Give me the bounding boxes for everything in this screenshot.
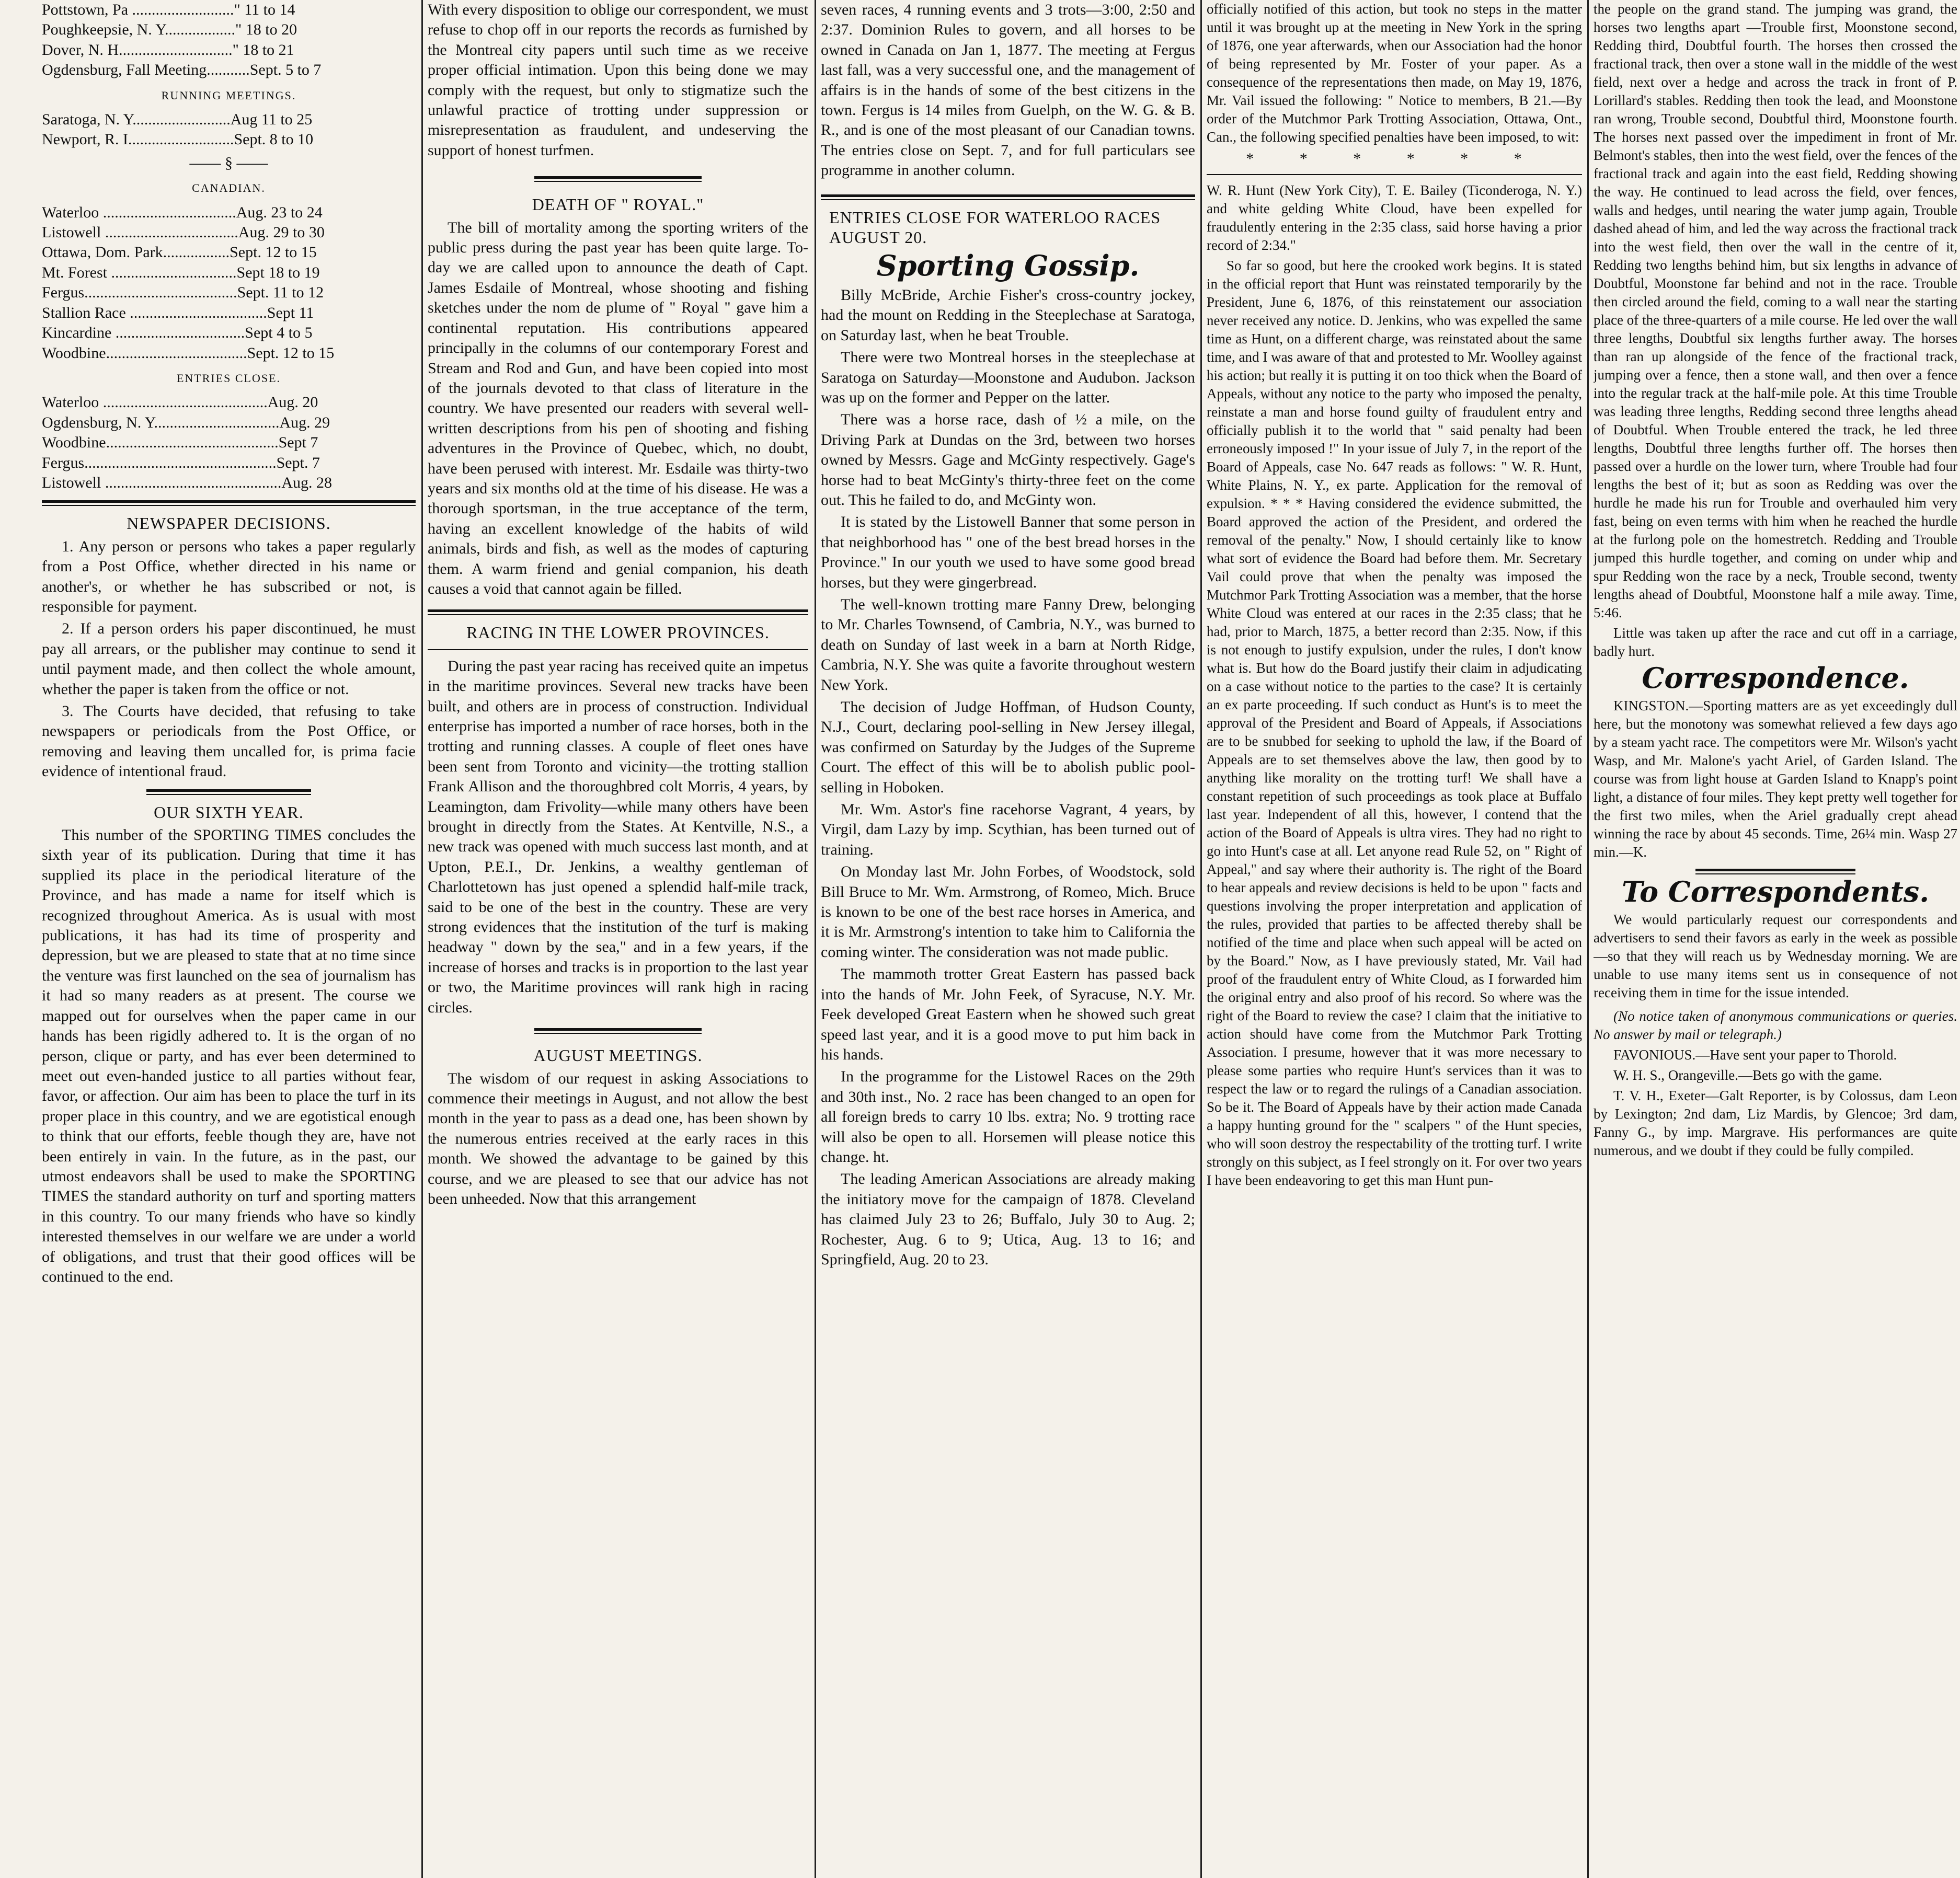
gossip-paragraph: There was a horse race, dash of ½ a mile, on the Driving Park at Dundas on the 3rd, between two horses owned by Messrs. Gage and McGinty respectively. Gage's horse had to beat McGinty's thirty-three feet on the come out. This he failed to do, and McGinty won. [821,411,1195,509]
death-of-royal-paragraph: The bill of mortality among the sporting writers of the public press during the past year has been quite large. To-day we are called upon to announce the death of Capt. James Esdaile of Montreal, whose shooting and fishing sketches under the nom de plume of " Royal " gave him a continental reputation. His contributions appeared principally in the columns of our contemporary Forest and Stream and Rod and Gun, and have been copied into most of the journals devoted to that class of literature in the country. We have presented our readers with several well-written descriptions from his pen of shooting and fishing adventures in the Province of Quebec, which, no doubt, have been perused with interest. Mr. Esdaile was thirty-two years and six months old at the time of his disease. He was a thorough sportsman, in the true acceptance of the term, having an excellent knowledge of the habits of wild animals, birds and fish, as well as the modes of capturing them. A warm friend and genial companion, his death causes a void that cannot again be filled. [428,218,808,597]
double-rule [1695,869,1855,874]
racing-paragraph: During the past year racing has received quite an impetus in the maritime provinces. Several new tracks have been built, and others are in process of construction. Individual enterprise has imported a number of race horses, both in the trotting and running classes. A couple of fleet ones have been sent from Toronto and vicinity—the trotting stallion Frank Allison and the thoroughbred colt Morris, 4 years, by Leamington, dam Frivolity—while many others have been brought in directly from the States. At Kentville, N.S., a new track was opened with much success last month, and at Upton, P.E.I., Dr. Jenkins, a wealthy gentleman of Charlottetown has just opened a splendid half-mile track, said to be one of the best in the country. These are very strong evidences that the institution of the turf is making headway " down by the sea," and in a few years, if the increase of horses and tracks is in proportion to the last year or two, the Maritime provinces will rank high in racing circles. [428,657,808,1016]
entries-close-list [42,393,416,493]
gossip-paragraph: In the programme for the Listowel Races on the 29th and 30th inst., No. 2 race has been changed to an open for all foreign breds to carry 10 lbs. extra; No. 9 trotting race will also be open to all. Horsemen will please notice this change. ht. [821,1068,1195,1166]
running-meetings-list [42,110,416,150]
column-rule [421,0,423,1878]
meeting-line: Fergus.......................................Sept. 11 to 12 [42,284,324,302]
meeting-line: Stallion Race ...................................Sept 11 [42,304,314,321]
column-5 [1594,0,1957,1878]
newspaper-decisions-heading: NEWSPAPER DECISIONS. [127,514,331,533]
sixth-year-paragraph: This number of the SPORTING TIMES concludes the sixth year of its publication. During that time it has supplied its place in the periodical literature of the Province, and has made a name for itself which is recognized throughout America. As is usual with most publications, it has had its time of prosperity and depression, but we are pleased to state that at no time since the venture was first launched on the sea of journalism has it had so many readers as at present. The course we mapped out for ourselves when the paper came in our hands has been rigidly adhered to. It is the organ of no person, clique or party, and has ever been determined to meet out even-handed justice to all parties without fear, favor, or affection. Our aim has been to place the turf in its proper place in this country, and we are egotistical enough to think that our efforts, feeble though they are, have not been entirely in vain. In the future, as in the past, our utmost endeavors shall be used to make the SPORTING TIMES the standard authority on turf and sporting matters in this country. To our many friends who have so kindly interested themselves in our welfare we are under a world of obligations, and trust that their good offices will be continued to the end. [42,826,416,1285]
separator-ornament: —— § —— [189,154,268,171]
meeting-line: Kincardine .................................Sept 4 to 5 [42,324,313,342]
gossip-paragraph: The leading American Associations are already making the initiatory move for the campaign of 1878. Cleveland has claimed July 23 to 26; Buffalo, July 30 to Aug. 2; Rochester, Aug. 6 to 9; Utica, Aug. 13 to 16; and Springfield, Aug. 20 to 23. [821,1170,1195,1268]
gossip-paragraph: The decision of Judge Hoffman, of Hudson County, N.J., Court, declaring pool-selling in New Jersey illegal, was confirmed on Saturday by the Judges of the Supreme Court. The effect of this will be to abolish public pool-selling in Hoboken. [821,698,1195,796]
gossip-paragraph: It is stated by the Listowell Banner that some person in that neighborhood has " one of the best bread horses in the Province." In our youth we used to have some good bread horses, but they were gingerbread. [821,513,1195,591]
column-1 [42,0,416,1878]
column-rule [815,0,816,1878]
gossip-paragraph: The mammoth trotter Great Eastern has passed back into the hands of Mr. John Feek, of Syracuse, N.Y. Mr. Feek developed Great Eastern when he showed such great speed last year, and it is a good move to put him back in his hands. [821,965,1195,1063]
gossip-paragraph: Mr. Wm. Astor's fine racehorse Vagrant, 4 years, by Virgil, dam Lazy by imp. Scythian, has been turned out of training. [821,801,1195,858]
thin-rule [1207,174,1582,175]
entry-line: Waterloo ..........................................Aug. 20 [42,394,318,411]
gossip-paragraph: Billy McBride, Archie Fisher's cross-country jockey, had the mount on Redding in the Steeplechase at Saratoga, on Saturday last, when he beat Trouble. [821,286,1195,344]
gossip-paragraph: The well-known trotting mare Fanny Drew, belonging to Mr. Charles Townsend, of Cambria, N.Y., was burned to death on Sunday of last week in a barn at North Ridge, Cambria, N.Y. She was quite a favorite throughout western New York. [821,595,1195,694]
letter-body-paragraph: So far so good, but here the crooked work begins. It is stated in the official report that Hunt was reinstated temporarily by the President, June 6, 1876, of this reinstatement our association never received any notice. D. Jenkins, who was expelled the same time as Hunt, on a different charge, was reinstated about the same time, and I was aware of that and protested to Mr. Woolley against his action; but really it is putting it on too thick when the Board of Appeals, without any notice to the party who imposed the penalty, reinstate a man and horse found guilty of fraudulent entry and officially publish it to the world that " said penalty had been erroneously imposed !" In your issue of July 7, in the report of the Board of Appeals, case No. 647 reads as follows: " W. R. Hunt, White Plains, N. Y., ex parte. Application for the removal of expulsion. * * * Having considered the evidence submitted, the Board approved the action of the President, and ordered the removal of the penalty." Now, I should certainly like to know what sort of evidence the Board had before them. Mr. Secretary Vail could prove that when the penalty was imposed the Mutchmor Park Trotting Association was a member, that the horse White Cloud was entered at our races in the 2:35 class; that he had, prior to March, 1875, a better record than 2:35. Now, if this is not enough to justify expulsion, under the rules, I don't know what is. But how do the Board justify their claim in adjudicating on a case without notice to the parties to the case? It is certainly an ex parte proceeding. If such conduct as Hunt's is to meet the approval of the President and Board of Appeals, if Associations are to be snubbed for seeking to uphold the law, if the Board of Appeals are to set themselves above the law, then good by to anything like morality on the trotting turf! We shall have a constant repetition of such proceedings as took place at Buffalo last year. Independent of all this, however, I contend that the action of the Board of Appeals is ultra vires. They had no right to go into Hunt's case at all. Let anyone read Rule 52, on " Right of Appeal," and say where their authority is. The right of the Board to hear appeals and review decisions is held to be upon " facts and questions involving the proper interpretation and application of the rules, provided that parties to be affected thereby shall be notified of the time and place when such appeal will be acted on by the Board." Now, as I have previously stated, Mr. Vail had proof of the fraudulent entry of White Cloud, as I forwarded him the original entry and also proof of his record. So where was the right of the Board to review the case? I claim that the initiative to action should have come from the Mutchmor Park Trotting Association. I presume, however that it was more necessary to please some parties who require Hunt's services than it was to respect the law or to regard the rulings of a Canadian association. So be it. The Board of Appeals have by their action made Canada a happy hunting ground for the " scalpers " of the Hunt species, who will soon destroy the respectability of the trotting turf. I write strongly on this subject, as I feel strongly on it. For over two years I have been endeavoring to get this man Hunt pun- [1207,258,1582,1188]
august-meetings-paragraph: The wisdom of our request in asking Associations to commence their meetings in August, and not allow the best month in the year to pass as a dead one, has been shown by the numerous entries received at the early races in this month. We showed the advantage to be gained by this course, and we are pleased to see that our advice has not been unheeded. Now that this arrangement [428,1069,808,1207]
meeting-line: Saratoga, N. Y.........................Aug 11 to 25 [42,111,313,129]
reply-paragraph: FAVONIOUS.—Have sent your paper to Thorold. [1613,1047,1897,1063]
column-3 [821,0,1195,1878]
meeting-line: Woodbine....................................Sept. 12 to 15 [42,344,335,362]
entries-close-heading: ENTRIES CLOSE. [176,371,281,385]
double-rule [146,789,311,795]
racing-lower-provinces-heading: RACING IN THE LOWER PROVINCES. [466,623,770,642]
opening-paragraph: With every disposition to oblige our correspondent, we must refuse to chop off in our reports the records as furnished by the Montreal city papers until such time as we receive proper official intimation. Upon this being done we may comply with the request, but only to stigmatize such the unlawful practice of trotting under suppression or misrepresentation as fraudulent, and undeserving the support of honest turfmen. [428,1,808,159]
anonymous-notice: (No notice taken of anonymous communications or queries. No answer by mail or telegraph.) [1594,1008,1957,1042]
decision-paragraph: 1. Any person or persons who takes a paper regularly from a Post Office, whether directed in his name or another's, or whether he has subscribed or not, is responsible for payment. [42,537,416,615]
entry-line: Fergus.................................................Sept. 7 [42,454,320,471]
double-rule [42,500,416,506]
to-correspondents-heading: To Correspondents. [1621,875,1929,908]
gossip-paragraph: On Monday last Mr. John Forbes, of Woodstock, sold Bill Bruce to Mr. Wm. Armstrong, of Romeo, Mich. Bruce is known to be one of the best race horses in America, and it is Mr. Armstrong's intention to take him to California the coming winter. The consideration was not made public. [821,863,1195,961]
gossip-paragraph: There were two Montreal horses in the steeplechase at Saratoga on Saturday—Moonstone and Audubon. Jackson was up on the former and Pepper on the latter. [821,349,1195,406]
entry-line: Woodbine............................................Sept 7 [42,434,318,452]
meeting-line: Poughkeepsie, N. Y.................." 18 to 20 [42,21,297,39]
meeting-line: Dover, N. H............................." 18 to 21 [42,41,294,59]
double-rule [534,1028,702,1034]
sporting-gossip-heading: Sporting Gossip. [876,249,1140,283]
sixth-year-heading: OUR SIXTH YEAR. [154,802,304,822]
entry-line: Listowell .............................................Aug. 28 [42,474,332,491]
column-4 [1207,0,1582,1878]
canadian-list [42,203,416,363]
double-rule [534,176,702,182]
meeting-line: Pottstown, Pa .........................." 11 to 14 [42,1,295,18]
death-of-royal-heading: DEATH OF " ROYAL." [532,195,704,214]
closing-line: Little was taken up after the race and cut off in a carriage, badly hurt. [1594,625,1957,659]
column-rule [1200,0,1202,1878]
entries-close-notice: ENTRIES CLOSE FOR WATERLOO RACES AUGUST 20. [829,208,1161,247]
column-2 [428,0,808,1878]
steeplechase-paragraph: the people on the grand stand. The jumping was grand, the horses two lengths apart —Trouble first, Moonstone second, Redding third, Doubtful fourth. The horses then crossed the fractional track, then over a stone wall in the middle of the west field, next over a hedge and across the track in front of P. Lorillard's stables. Redding then took the lead, and Moonstone ran wrong, Trouble second, Doubtful third, Moonstone fourth. The horses next passed over the impediment in front of Mr. Belmont's stables, then into the west field, over the fences of the fractional track and again into the east field, Redding showing the way. He continued to lead across the field, over fences, walls and hedges, until nearing the water jump again, Trouble dashed ahead of him, and led the way across the fractional track into the west field, then over the wall in the centre of it, Redding two lengths behind him, but six lengths in advance of Doubtful, Moonstone far behind and not in the race. Trouble then circled around the field, coming to a wall near the starting place of the three-quarters of a mile course. He led over the wall three lengths, Doubtful six lengths further away. The horses than ran up alongside of the fence of the fractional track, jumping over a fence, then a stone wall, and then over a fence into the regular track at the half-mile pole. At this time Trouble was leading three lengths, Redding second three lengths ahead of Doubtful. When Trouble entered the track, he led three lengths, Doubtful three lengths further off. The horses then passed over a hurdle on the lower turn, where Trouble had four lengths the best of it; but as soon as Redding was over the hurdle he made his run for Trouble and overhauled him very fast, being on even terms with him when he reached the hurdle at the furlong pole on the homestretch. Redding and Trouble jumped this hurdle together, and coming on under whip and spur Redding won the race by a neck, Trouble second, twenty lengths ahead of Doubtful, Moonstone half a mile away. Time, 5:46. [1594,1,1957,620]
reply-paragraph: W. H. S., Orangeville.—Bets go with the game. [1613,1067,1883,1083]
double-rule [821,194,1195,200]
decision-paragraph: 3. The Courts have decided, that refusing to take newspapers or periodicals from the Post Office, or removing and leaving them uncalled for, is prima facie evidence of intentional fraud. [42,702,416,780]
meeting-line: Newport, R. I...........................Sept. 8 to 10 [42,131,314,148]
meetings-list-top [42,0,416,80]
thin-rule [428,649,808,650]
meeting-line: Mt. Forest ................................Sept 18 to 19 [42,263,320,281]
asterisk-row: * * * * * * [1246,150,1543,167]
entry-line: Ogdensburg, N. Y................................Aug. 29 [42,413,330,431]
kingston-paragraph: KINGSTON.—Sporting matters are as yet exceedingly dull here, but the monotony was somewhat relieved a few days ago by a steam yacht race. The competitors were Mr. Wilson's yacht Wasp, and Mr. Malone's yacht Ariel, of Garden Island. The course was from light house at Garden Island to Knapp's point light, a distance of four miles. They kept pretty well together for the first two miles, when the Ariel gradually crept ahead winning the race by about 45 seconds. Time, 26¼ min. Wasp 27 min.—K. [1594,698,1957,860]
column-rule [1587,0,1589,1878]
decision-paragraph: 2. If a person orders his paper discontinued, he must pay all arrears, or the publisher may continue to send it until payment made, and then collect the whole amount, whether the paper is taken from the office or not. [42,620,416,698]
to-correspondents-paragraph: We would particularly request our correspondents and advertisers to send their favors as early in the week as possible—so that they will reach us by Wednesday morning. We are unable to use many items sent us in consequence of not receiving them in time for the issue intended. [1594,912,1957,1000]
meeting-line: Listowell ..................................Aug. 29 to 30 [42,224,325,241]
meeting-line: Ogdensburg, Fall Meeting...........Sept. 5 to 7 [42,61,322,79]
double-rule [428,609,808,615]
canadian-heading: CANADIAN. [192,181,266,195]
reply-paragraph: T. V. H., Exeter—Galt Reporter, is by Colossus, dam Leon by Lexington; 2nd dam, Liz Mardis, by Glencoe; 3rd dam, Fanny G., by imp. Margrave. His performances are quite numerous, and we doubt if they could be fully compiled. [1594,1088,1957,1158]
meeting-line: Ottawa, Dom. Park.................Sept. 12 to 15 [42,244,317,261]
opening-paragraph: seven races, 4 running events and 3 trots—3:00, 2:50 and 2:37. Dominion Rules to govern, and all horses to be owned in Canada on Jan 1, 1877. The meeting at Fergus last fall, was a very successful one, and the management of affairs is in the hands of some of the best citizens in the town. Fergus is 14 miles from Guelph, on the W. G. & B. R., and is one of the most pleasant of our Canadian towns. The entries close on Sept. 7, and for full particulars see programme in another column. [821,1,1195,179]
meeting-line: Waterloo ..................................Aug. 23 to 24 [42,203,323,221]
hunt-notice-paragraph: W. R. Hunt (New York City), T. E. Bailey (Ticonderoga, N. Y.) and white gelding White Cloud, have been expelled for fraudulently entering in the 2:35 class, said horse having a prior record of 2:34." [1207,182,1582,253]
opening-paragraph: officially notified of this action, but took no steps in the matter until it was brought up at the meeting in New York in the spring of 1876, one year afterwards, when our Association had the honor of being represented by Mr. Foster of your paper. As a consequence of the representations then made, on May 19, 1876, Mr. Vail issued the following: " Notice to members, B 21.—By order of the Mutchmor Park Trotting Association, Ottawa, Ont., Can., the following specified penalties have been imposed, to wit: [1207,1,1582,145]
august-meetings-heading: AUGUST MEETINGS. [533,1046,703,1065]
running-meetings-heading: RUNNING MEETINGS. [161,88,296,102]
correspondence-heading: Correspondence. [1642,661,1909,695]
